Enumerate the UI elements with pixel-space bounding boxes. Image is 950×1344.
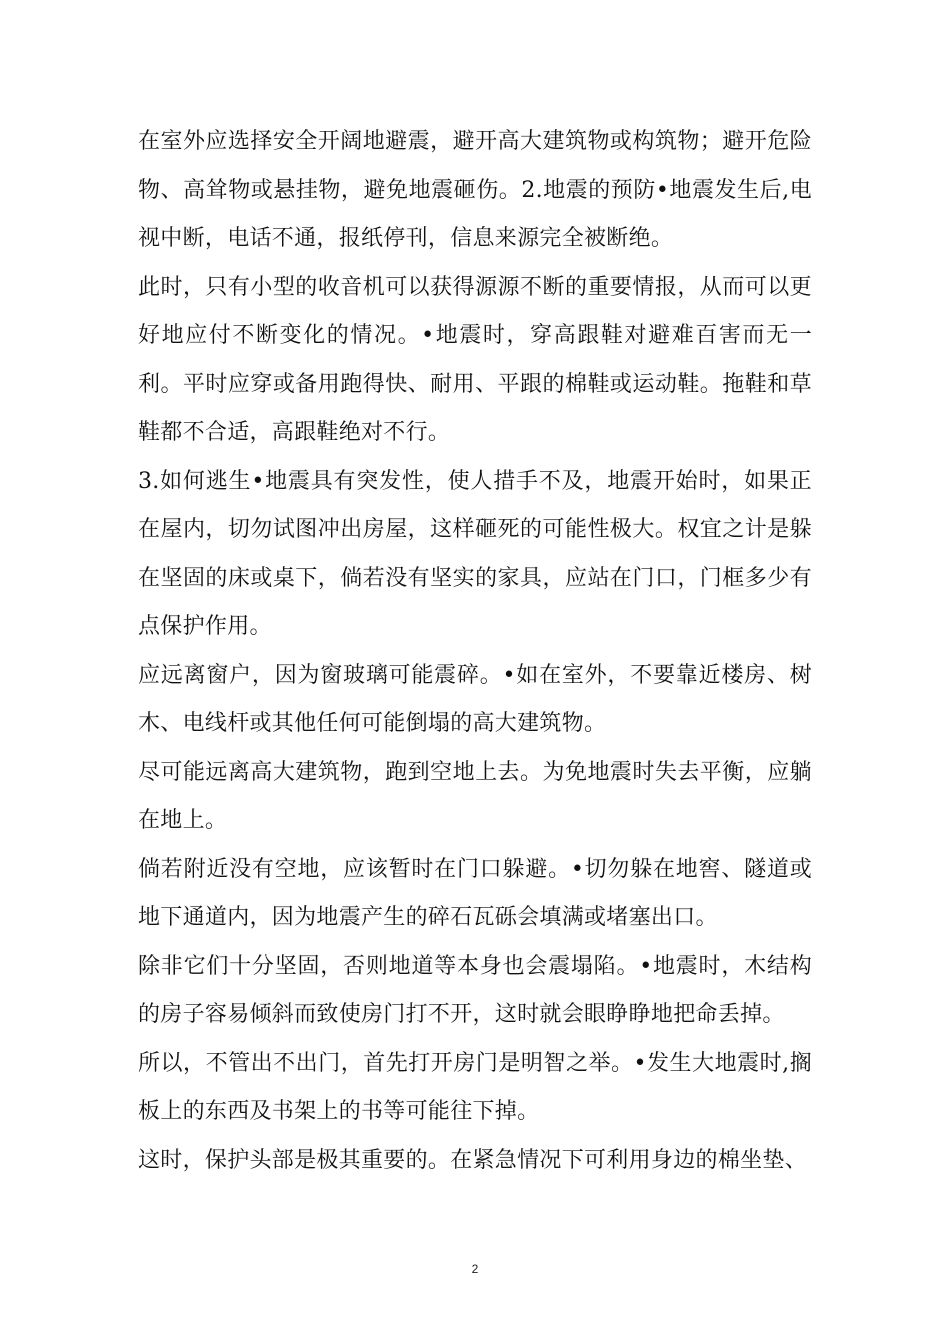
paragraph-3: 3.如何逃生•地震具有突发性，使人措手不及，地震开始时，如果正在屋内，切勿试图冲出房屋，这样砸死的可能性极大。权宜之计是躲在坚固的床或桌下，倘若没有坚实的家具，应站在门口，门框多少有点保护作用。 [138,468,812,639]
paragraph-9: 这时，保护头部是极其重要的。在紧急情况下可利用身边的棉坐垫、 [138,1147,808,1173]
page-body [138,118,812,1185]
paragraph-7: 除非它们十分坚固，否则地道等本身也会震塌陷。•地震时，木结构的房子容易倾斜而致使房门打不开，这时就会眼睁睁地把命丢掉。 [138,953,812,1027]
paragraph-6: 倘若附近没有空地，应该暂时在门口躲避。•切勿躲在地窖、隧道或地下通道内，因为地震产生的碎石瓦砾会填满或堵塞出口。 [138,856,812,930]
paragraph-2: 此时，只有小型的收音机可以获得源源不断的重要情报，从而可以更好地应付不断变化的情况。•地震时，穿高跟鞋对避难百害而无一利。平时应穿或备用跑得快、耐用、平跟的棉鞋或运动鞋。拖鞋和草鞋都不合适，高跟鞋绝对不行。 [138,274,812,445]
paragraph-1: 在室外应选择安全开阔地避震，避开高大建筑物或构筑物；避开危险物、高耸物或悬挂物，避免地震砸伤。2.地震的预防•地震发生后,电视中断，电话不通，报纸停刊，信息来源完全被断绝。 [138,129,812,251]
paragraph-8: 所以，不管出不出门，首先打开房门是明智之举。•发生大地震时,搁板上的东西及书架上的书等可能往下掉。 [138,1050,812,1124]
paragraph-4: 应远离窗户，因为窗玻璃可能震碎。•如在室外，不要靠近楼房、树木、电线杆或其他任何可能倒塌的高大建筑物。 [138,662,812,736]
paragraph-5: 尽可能远离高大建筑物，跑到空地上去。为免地震时失去平衡，应躺在地上。 [138,759,812,833]
page-number: 2 [471,1262,479,1276]
